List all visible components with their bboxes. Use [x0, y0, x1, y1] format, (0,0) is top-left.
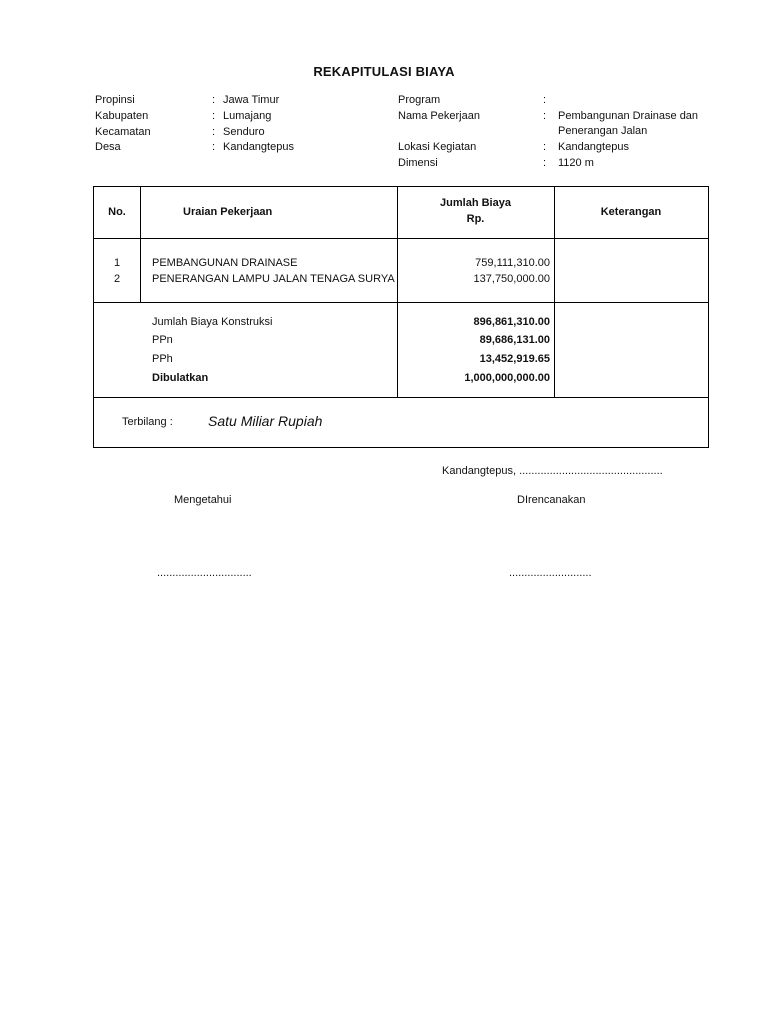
info-value-desa: Kandangtepus: [223, 141, 294, 153]
header-jumlah-unit: Rp.: [466, 213, 485, 225]
info-label-dimensi: Dimensi: [398, 157, 438, 169]
info-value-lokasi: Kandangtepus: [558, 141, 629, 153]
cost-table: [93, 186, 709, 448]
summary-label-dibulatkan: Dibulatkan: [152, 372, 209, 384]
row-uraian: PENERANGAN LAMPU JALAN TENAGA SURYA: [152, 273, 395, 285]
info-value-nama-pekerjaan-line1: Pembangunan Drainase dan: [558, 110, 699, 122]
summary-value-dibulatkan: 1,000,000,000.00: [464, 372, 550, 384]
info-colon: :: [543, 141, 547, 153]
info-colon: :: [212, 110, 216, 122]
info-value-kabupaten: Lumajang: [223, 110, 272, 122]
signature-left-title: Mengetahui: [174, 494, 232, 506]
info-label-desa: Desa: [95, 141, 121, 153]
place-date: Kandangtepus, ...............................................: [442, 465, 663, 477]
info-label-nama-pekerjaan: Nama Pekerjaan: [398, 110, 480, 122]
info-label-program: Program: [398, 94, 441, 106]
summary-value-pph: 13,452,919.65: [479, 353, 550, 365]
info-colon: :: [543, 94, 547, 106]
info-colon: :: [212, 94, 216, 106]
summary-value-ppn: 89,686,131.00: [479, 334, 550, 346]
header-keterangan: Keterangan: [600, 206, 662, 218]
row-no: 1: [113, 257, 121, 269]
info-colon: :: [212, 126, 216, 138]
row-no: 2: [113, 273, 121, 285]
info-value-propinsi: Jawa Timur: [223, 94, 280, 106]
row-uraian: PEMBANGUNAN DRAINASE: [152, 257, 298, 269]
info-colon: :: [543, 157, 547, 169]
row-jumlah: 759,111,310.00: [475, 257, 550, 269]
table-divider: [140, 187, 141, 302]
header-no: No.: [108, 206, 126, 218]
table-divider: [554, 187, 555, 397]
table-divider: [94, 397, 708, 398]
summary-label-pph: PPh: [152, 353, 173, 365]
table-divider: [94, 238, 708, 239]
summary-value-konstruksi: 896,861,310.00: [473, 316, 550, 328]
header-uraian: Uraian Pekerjaan: [183, 206, 273, 218]
info-label-lokasi: Lokasi Kegiatan: [398, 141, 477, 153]
signature-right-line: ...........................: [509, 567, 592, 579]
info-label-kabupaten: Kabupaten: [95, 110, 149, 122]
info-colon: :: [543, 110, 547, 122]
summary-label-konstruksi: Jumlah Biaya Konstruksi: [152, 316, 273, 328]
row-jumlah: 137,750,000.00: [473, 273, 550, 285]
header-jumlah-biaya: Jumlah Biaya: [440, 197, 511, 209]
terbilang-label: Terbilang :: [122, 416, 173, 428]
terbilang-value: Satu Miliar Rupiah: [208, 413, 323, 429]
document-title: REKAPITULASI BIAYA: [313, 64, 455, 79]
table-divider: [94, 302, 708, 303]
info-label-propinsi: Propinsi: [95, 94, 135, 106]
signature-left-line: ...............................: [157, 567, 252, 579]
info-colon: :: [212, 141, 216, 153]
summary-label-ppn: PPn: [152, 334, 173, 346]
info-value-dimensi: 1120 m: [558, 157, 594, 169]
info-value-nama-pekerjaan-line2: Penerangan Jalan: [558, 125, 648, 137]
signature-right-title: DIrencanakan: [517, 494, 586, 506]
info-label-kecamatan: Kecamatan: [95, 126, 151, 138]
info-value-kecamatan: Senduro: [223, 126, 265, 138]
